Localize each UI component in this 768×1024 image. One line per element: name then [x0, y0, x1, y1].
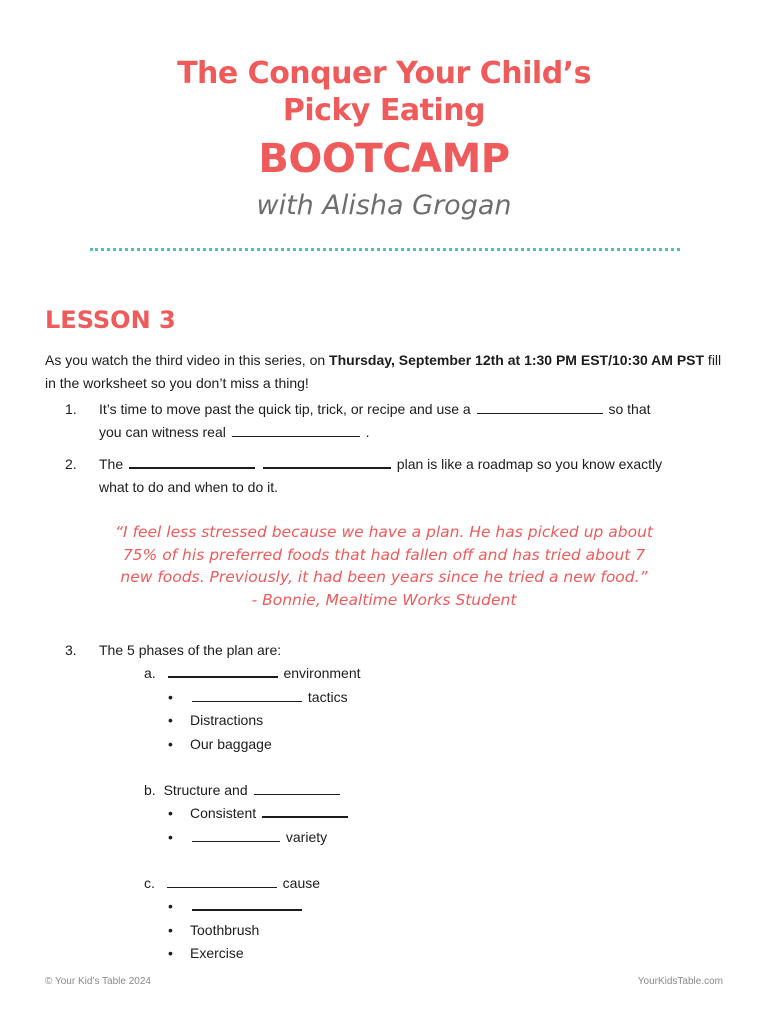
intro-paragraph: [45, 349, 735, 395]
bullet-dot: •: [168, 736, 173, 752]
phase-a: [144, 662, 361, 685]
question-1-text-d: .: [365, 424, 370, 440]
phase-text: Structure and: [163, 782, 248, 798]
footer-website: YourKidsTable.com: [637, 976, 723, 987]
fill-in-blank[interactable]: [192, 687, 302, 702]
title-bootcamp: BOOTCAMP: [258, 136, 510, 182]
bullet-dot: •: [168, 898, 173, 914]
bullet-text: Toothbrush: [190, 922, 260, 938]
question-number: 1.: [65, 401, 77, 417]
question-text: [99, 398, 719, 444]
bullet-dot: •: [168, 945, 173, 961]
bullet-text: Exercise: [190, 945, 244, 961]
bullet-text: Our baggage: [190, 736, 272, 752]
fill-in-blank[interactable]: [192, 827, 280, 842]
fill-in-blank[interactable]: [232, 422, 360, 437]
fill-in-blank[interactable]: [129, 453, 255, 469]
phase-label: c.: [144, 875, 155, 891]
question-2-text-b: plan is like a roadmap so you know exactly: [396, 456, 663, 472]
bullet-dot: •: [168, 712, 173, 728]
question-text: [99, 453, 719, 499]
fill-in-blank[interactable]: [262, 802, 348, 818]
title-line-1: The Conquer Your Child’s: [177, 56, 591, 91]
bullet-dot: •: [168, 805, 173, 821]
quote-attribution: - Bonnie, Mealtime Works Student: [251, 590, 517, 609]
phase-text: environment: [283, 665, 361, 681]
intro-text-end: fill in the worksheet so you don’t miss a thing!: [45, 352, 722, 391]
question-number: 3.: [65, 642, 77, 658]
phase-label: b.: [144, 782, 156, 798]
lesson-heading: LESSON 3: [45, 306, 176, 334]
dotted-divider: [90, 248, 680, 251]
bullet-text: variety: [285, 829, 328, 845]
bullet-dot: •: [168, 922, 173, 938]
intro-date: Thursday, September 12th at 1:30 PM EST/10:30 AM PST: [329, 352, 705, 368]
phase-label: a.: [144, 665, 156, 681]
question-1-text-a: It’s time to move past the quick tip, trick, or recipe and use a: [99, 401, 471, 417]
question-2-text-a: The: [99, 456, 124, 472]
phase-c: [144, 872, 320, 895]
bullet-text: tactics: [307, 689, 348, 705]
bullet-text: Distractions: [190, 712, 264, 728]
phase-b: [144, 779, 342, 802]
question-number: 2.: [65, 456, 77, 472]
question-2-text-c: what to do and when to do it.: [99, 479, 279, 495]
question-text: The 5 phases of the plan are:: [99, 642, 282, 658]
fill-in-blank[interactable]: [192, 895, 302, 911]
testimonial-quote: [84, 521, 684, 611]
question-1-text-c: you can witness real: [99, 424, 226, 440]
quote-line: “I feel less stressed because we have a plan. He has picked up about: [114, 523, 654, 541]
bullet-dot: •: [168, 689, 173, 705]
footer-copyright: © Your Kid’s Table 2024: [45, 976, 151, 987]
fill-in-blank[interactable]: [254, 780, 340, 795]
intro-text-start: As you watch the third video in this series, on: [45, 352, 330, 368]
fill-in-blank[interactable]: [263, 453, 391, 469]
fill-in-blank[interactable]: [168, 662, 278, 678]
quote-line: new foods. Previously, it had been years since he tried a new food.”: [120, 568, 648, 586]
fill-in-blank[interactable]: [167, 873, 277, 888]
question-1-text-b: so that: [608, 401, 651, 417]
phase-text: cause: [282, 875, 321, 891]
title-line-2: Picky Eating: [282, 93, 486, 128]
fill-in-blank[interactable]: [477, 399, 603, 414]
subtitle: with Alisha Grogan: [256, 190, 512, 221]
quote-line: 75% of his preferred foods that had fallen off and has tried about 7: [122, 545, 646, 564]
bullet-dot: •: [168, 829, 173, 845]
bullet-text: Consistent: [190, 805, 257, 821]
